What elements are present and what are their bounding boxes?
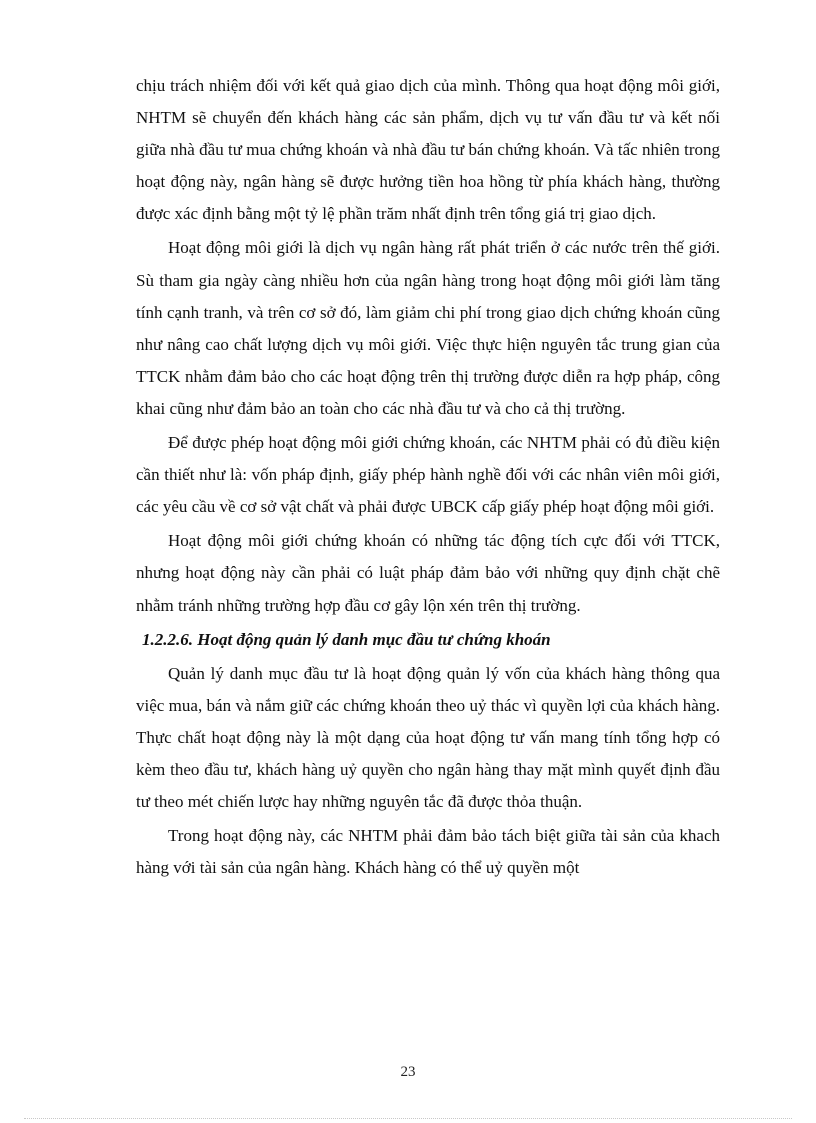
paragraph-brokerage-impact: Hoạt động môi giới chứng khoán có những tác động tích cực đối với TTCK, nhưng hoạt động này cần phải có luật pháp đảm bảo với những quy định chặt chẽ nhằm tránh những trường hợp đầu cơ gây lộn xén trên thị trường.: [136, 531, 720, 615]
paragraph-brokerage-development: Hoạt động môi giới là dịch vụ ngân hàng rất phát triển ở các nước trên thế giới. Sù tham gia ngày càng nhiều hơn của ngân hàng trong hoạt động môi giới làm tăng tính cạnh tranh, và trên cơ sở đó, làm giảm chi phí trong giao dịch chứng khoán cũng như nâng cao chất lượng dịch vụ môi giới. Việc thực hiện nguyên tắc trung gian của TTCK nhằm đảm bảo cho các hoạt động trên thị trường được diễn ra hợp pháp, công khai cũng như đảm bảo an toàn cho các nhà đầu tư và cho cả thị trường.: [136, 238, 720, 418]
section-heading: 1.2.2.6. Hoạt động quản lý danh mục đầu tư chứng khoán: [142, 629, 551, 649]
paragraph-brokerage-conditions: Để được phép hoạt động môi giới chứng khoán, các NHTM phải có đủ điều kiện cần thiết như là: vốn pháp định, giấy phép hành nghề đối với các nhân viên môi giới, các yêu cầu về cơ sở vật chất và phải được UBCK cấp giấy phép hoạt động môi giới.: [136, 433, 720, 517]
paragraph-asset-separation: Trong hoạt động này, các NHTM phải đảm bảo tách biệt giữa tài sản của khach hàng với tài sản của ngân hàng. Khách hàng có thể uỷ quyền một: [136, 826, 720, 878]
page-edge-divider: [24, 1118, 792, 1119]
document-page: [136, 70, 720, 886]
paragraph-continuation: chịu trách nhiệm đối với kết quả giao dịch của mình. Thông qua hoạt động môi giới, NHTM sẽ chuyển đến khách hàng các sản phẩm, dịch vụ tư vấn đầu tư và kết nối giữa nhà đầu tư mua chứng khoán và nhà đầu tư bán chứng khoán. Và tấc nhiên trong hoạt động này, ngân hàng sẽ được hưởng tiền hoa hồng từ phía khách hàng, thường được xác định bằng một tỷ lệ phần trăm nhất định trên tổng giá trị giao dịch.: [136, 76, 720, 224]
page-number: 23: [400, 1064, 416, 1080]
paragraph-portfolio-management: Quản lý danh mục đầu tư là hoạt động quản lý vốn của khách hàng thông qua việc mua, bán và nắm giữ các chứng khoán theo uỷ thác vì quyền lợi của khách hàng. Thực chất hoạt động này là một dạng của hoạt động tư vấn mang tính tổng hợp có kèm theo đầu tư, khách hàng uỷ quyền cho ngân hàng thay mặt mình quyết định đầu tư theo mét chiến lược hay những nguyên tắc đã được thỏa thuận.: [136, 663, 720, 811]
